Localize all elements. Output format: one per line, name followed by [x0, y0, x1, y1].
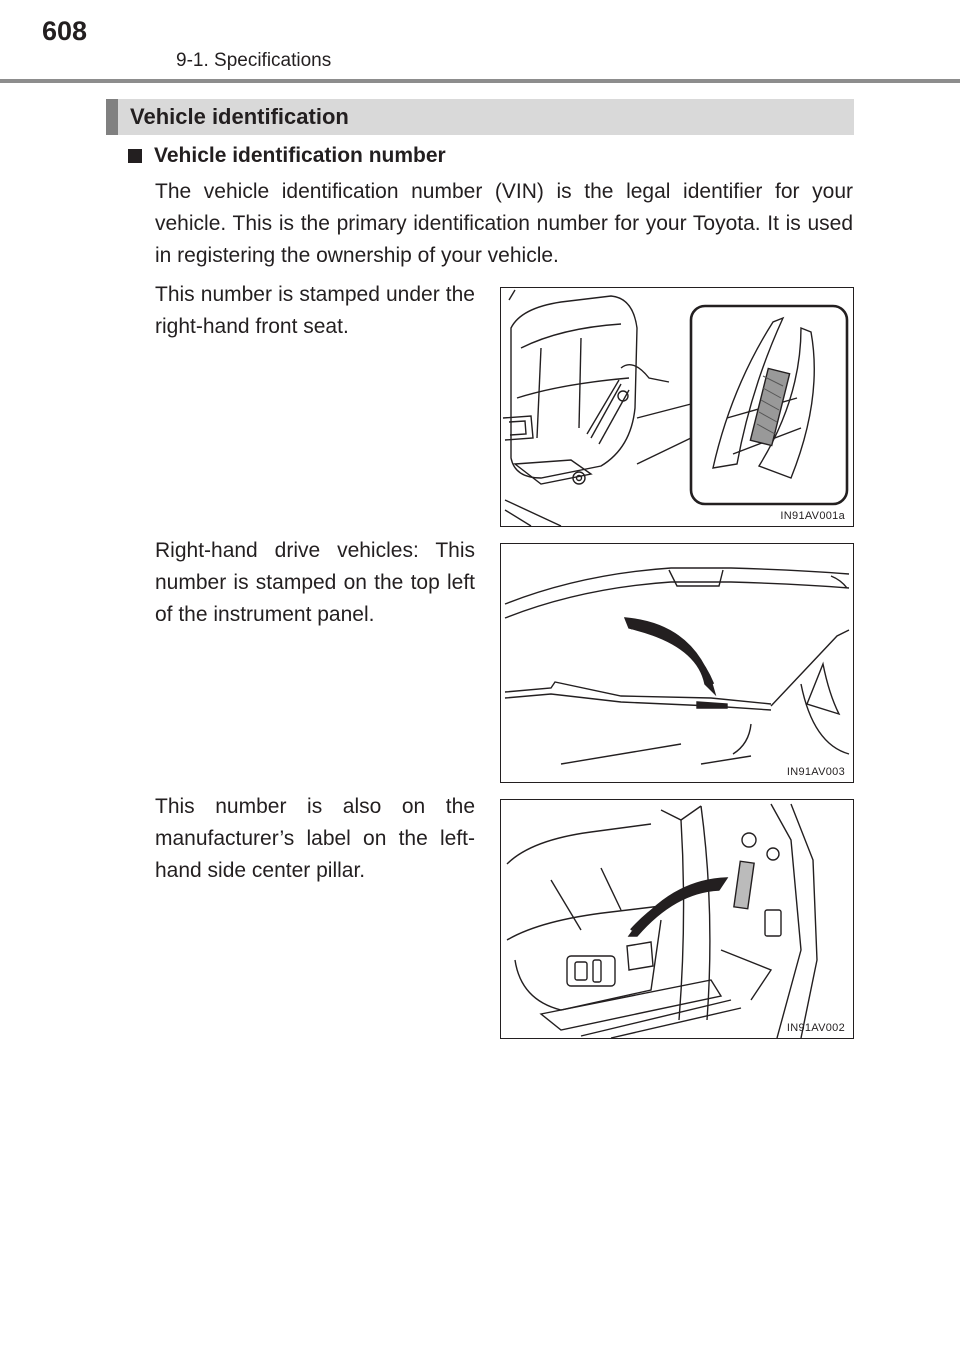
section-title: 9-1. Specifications — [176, 50, 332, 71]
seat-paragraph: This number is stamped under the right-hand front seat. — [155, 283, 475, 338]
square-bullet-icon — [128, 149, 142, 163]
panel-illustration — [501, 544, 853, 782]
pillar-figure-code: IN91AV002 — [786, 1022, 845, 1034]
subheading-text: Vehicle identification number — [154, 144, 446, 167]
subheading — [128, 144, 446, 168]
seat-vin-figure — [500, 287, 854, 527]
seat-figure-code: IN91AV001a — [780, 510, 845, 522]
page-number: 608 — [42, 16, 88, 46]
panel-paragraph: Right-hand drive vehicles: This number is stamped on the top left of the instrument panel. — [155, 539, 475, 626]
intro-paragraph: The vehicle identification number (VIN) is the legal identifier for your vehicle. This is the primary identification number for your Toyota. It is used in registering the ownership of your vehicle. — [155, 180, 853, 267]
pillar-vin-figure — [500, 799, 854, 1039]
panel-figure-code: IN91AV003 — [786, 766, 845, 778]
section-heading: Vehicle identification — [130, 104, 349, 129]
pillar-illustration — [501, 800, 853, 1038]
seat-illustration — [501, 288, 853, 526]
panel-vin-figure — [500, 543, 854, 783]
header-rule — [0, 79, 960, 83]
pillar-paragraph: This number is also on the manufacturer’s label on the left-hand side center pillar. — [155, 795, 475, 882]
heading-accent — [106, 99, 118, 135]
section-heading-bar — [106, 99, 854, 135]
